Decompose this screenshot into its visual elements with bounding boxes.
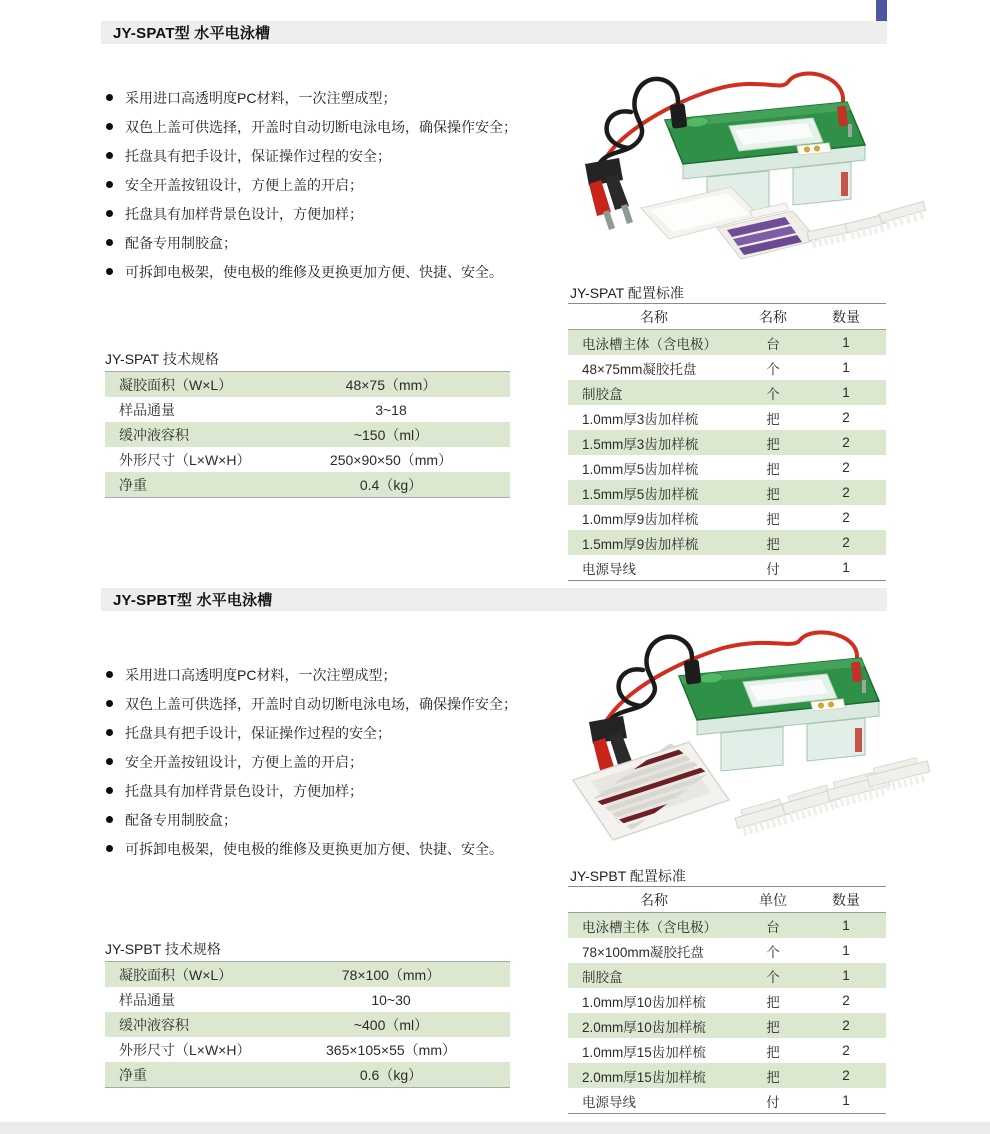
electrode-clips: [589, 716, 637, 788]
config-cell-unit: 把: [766, 994, 780, 1010]
config-row: [568, 1088, 886, 1113]
spec-value: 0.4（kg）: [359, 476, 423, 493]
section-header-spbt: [101, 588, 887, 611]
feature-item: [103, 718, 555, 747]
section-title: JY-SPAT型 水平电泳槽: [113, 25, 271, 42]
spec-label: 净重: [119, 476, 147, 493]
config-cell-name: 制胶盒: [582, 969, 623, 985]
spec-value: ~400（ml）: [353, 1016, 429, 1033]
bullet-icon: [106, 845, 113, 852]
config-cell-qty: 2: [842, 993, 850, 1008]
config-cell-name: 1.5mm厚9齿加样梳: [582, 536, 699, 552]
config-title-spbt: JY-SPBT 配置标准: [570, 868, 686, 884]
features-list-spbt: [103, 660, 555, 863]
config-cell-unit: 把: [766, 411, 780, 427]
power-cables: [597, 74, 843, 168]
config-cell-qty: 2: [842, 510, 850, 525]
config-cell-qty: 2: [842, 1043, 850, 1058]
config-cell-unit: 把: [766, 486, 780, 502]
feature-text: 安全开盖按钮设计，方便上盖的开启；: [125, 176, 363, 193]
config-cell-qty: 2: [842, 410, 850, 425]
bullet-icon: [106, 181, 113, 188]
specs-title-spbt: JY-SPBT 技术规格: [105, 941, 221, 957]
config-col-name: 名称: [640, 891, 668, 908]
feature-text: 双色上盖可供选择，开盖时自动切断电泳电场，确保操作安全；: [125, 695, 517, 712]
spec-label: 外形尺寸（L×W×H）: [119, 451, 251, 468]
config-cell-name: 电源导线: [582, 561, 636, 577]
config-table-spbt: [568, 886, 886, 1114]
spec-row: [105, 987, 510, 1012]
feature-text: 采用进口高透明度PC材料，一次注塑成型；: [125, 89, 397, 106]
config-cell-unit: 把: [766, 461, 780, 477]
config-table-spat: [568, 303, 886, 581]
electrode-clips: [585, 158, 633, 230]
config-col-unit: 名称: [759, 308, 787, 325]
config-row: [568, 505, 886, 530]
spec-value: 0.6（kg）: [359, 1066, 423, 1083]
feature-item: [103, 141, 555, 170]
feature-item: [103, 257, 555, 286]
spec-row: [105, 1062, 510, 1087]
config-cell-name: 78×100mm凝胶托盘: [582, 944, 704, 960]
feature-item: [103, 112, 555, 141]
specs-table-spat: [105, 371, 510, 498]
page-accent-bar: [876, 0, 887, 22]
spec-label: 外形尺寸（L×W×H）: [119, 1041, 251, 1058]
lid-window: [729, 118, 823, 151]
config-cell-name: 1.0mm厚15齿加样梳: [582, 1044, 706, 1060]
config-col-unit: 单位: [759, 891, 787, 908]
config-cell-qty: 1: [842, 385, 850, 400]
product-photo-spbt: [545, 628, 965, 858]
spec-row: [105, 372, 510, 397]
config-cell-qty: 1: [842, 1093, 850, 1108]
config-cell-qty: 1: [842, 360, 850, 375]
spec-label: 凝胶面积（W×L）: [119, 966, 233, 983]
config-cell-unit: 把: [766, 1019, 780, 1035]
feature-text: 托盘具有加样背景色设计，方便加样；: [125, 782, 363, 799]
config-row: [568, 330, 886, 355]
bullet-icon: [106, 268, 113, 275]
bullet-icon: [106, 787, 113, 794]
spec-value: 48×75（mm）: [345, 376, 437, 393]
bullet-icon: [106, 671, 113, 678]
config-cell-qty: 1: [842, 918, 850, 933]
sample-combs: [807, 201, 928, 248]
spec-row: [105, 397, 510, 422]
config-row: [568, 938, 886, 963]
config-row: [568, 355, 886, 380]
config-cell-name: 1.5mm厚5齿加样梳: [582, 486, 699, 502]
feature-item: [103, 747, 555, 776]
specs-table-spbt: [105, 961, 510, 1088]
spec-label: 样品通量: [119, 401, 175, 418]
bullet-icon: [106, 123, 113, 130]
spec-row: [105, 422, 510, 447]
config-cell-name: 1.5mm厚3齿加样梳: [582, 436, 699, 452]
config-cell-qty: 1: [842, 943, 850, 958]
spec-value: 365×105×55（mm）: [326, 1041, 456, 1058]
config-row: [568, 1038, 886, 1063]
config-cell-qty: 1: [842, 560, 850, 575]
config-cell-unit: 个: [766, 944, 780, 960]
config-cell-unit: 把: [766, 536, 780, 552]
bullet-icon: [106, 758, 113, 765]
config-cell-name: 电源导线: [582, 1094, 636, 1110]
config-row: [568, 1013, 886, 1038]
spec-label: 样品通量: [119, 991, 175, 1008]
config-row: [568, 380, 886, 405]
feature-text: 采用进口高透明度PC材料，一次注塑成型；: [125, 666, 397, 683]
feature-text: 托盘具有把手设计，保证操作过程的安全；: [125, 147, 391, 164]
spec-label: 缓冲液容积: [119, 1016, 189, 1033]
config-cell-name: 48×75mm凝胶托盘: [582, 361, 697, 377]
bullet-icon: [106, 152, 113, 159]
bullet-icon: [106, 729, 113, 736]
config-cell-unit: 把: [766, 1044, 780, 1060]
power-cables: [605, 632, 857, 726]
config-cell-qty: 2: [842, 485, 850, 500]
config-cell-unit: 个: [766, 969, 780, 985]
feature-item: [103, 805, 555, 834]
config-row: [568, 988, 886, 1013]
config-cell-name: 1.0mm厚5齿加样梳: [582, 461, 699, 477]
config-row: [568, 430, 886, 455]
config-cell-unit: 把: [766, 436, 780, 452]
spec-value: 250×90×50（mm）: [329, 451, 453, 468]
config-row: [568, 530, 886, 555]
config-row: [568, 963, 886, 988]
bullet-icon: [106, 700, 113, 707]
specs-title-spat: JY-SPAT 技术规格: [105, 351, 219, 367]
feature-text: 配备专用制胶盒；: [125, 811, 237, 828]
features-list-spat: [103, 83, 555, 286]
config-cell-unit: 台: [766, 919, 780, 935]
spec-row: [105, 447, 510, 472]
gel-casting-box: [717, 203, 817, 259]
config-row: [568, 1063, 886, 1088]
config-cell-qty: 2: [842, 535, 850, 550]
spec-value: 10~30: [371, 991, 411, 1008]
config-cell-name: 制胶盒: [582, 386, 623, 402]
config-cell-qty: 2: [842, 1018, 850, 1033]
config-cell-name: 1.0mm厚10齿加样梳: [582, 994, 706, 1010]
config-header-row: [568, 304, 886, 330]
config-cell-unit: 把: [766, 511, 780, 527]
feature-item: [103, 776, 555, 805]
config-cell-name: 1.0mm厚3齿加样梳: [582, 411, 699, 427]
bullet-icon: [106, 239, 113, 246]
config-cell-unit: 台: [766, 336, 780, 352]
config-row: [568, 405, 886, 430]
lid-window: [743, 674, 837, 707]
feature-text: 可拆卸电极架，使电极的维修及更换更加方便、快捷、安全。: [125, 263, 503, 280]
config-cell-qty: 2: [842, 435, 850, 450]
product-photo-spat: [545, 60, 965, 267]
config-cell-unit: 个: [766, 361, 780, 377]
electrophoresis-tank: [679, 658, 879, 771]
spec-value: 3~18: [375, 401, 407, 418]
spec-value: ~150（ml）: [353, 426, 429, 443]
spec-row: [105, 1012, 510, 1037]
feature-text: 托盘具有加样背景色设计，方便加样；: [125, 205, 363, 222]
config-row: [568, 455, 886, 480]
config-header-row: [568, 887, 886, 913]
section-header-spat: [101, 21, 887, 44]
config-col-name: 名称: [640, 308, 668, 325]
feature-item: [103, 170, 555, 199]
config-cell-qty: 2: [842, 1068, 850, 1083]
feature-text: 托盘具有把手设计，保证操作过程的安全；: [125, 724, 391, 741]
config-cell-unit: 付: [766, 561, 780, 577]
config-row: [568, 913, 886, 938]
gel-casting-box: [566, 720, 742, 843]
config-row: [568, 480, 886, 505]
config-cell-qty: 2: [842, 460, 850, 475]
bullet-icon: [106, 94, 113, 101]
electrophoresis-tank: [665, 102, 865, 215]
config-cell-name: 电泳槽主体（含电极）: [582, 919, 717, 935]
config-cell-name: 2.0mm厚15齿加样梳: [582, 1069, 706, 1085]
gel-tray: [641, 187, 759, 239]
spec-label: 凝胶面积（W×L）: [119, 376, 233, 393]
feature-text: 安全开盖按钮设计，方便上盖的开启；: [125, 753, 363, 770]
config-cell-unit: 付: [766, 1094, 780, 1110]
bullet-icon: [106, 816, 113, 823]
feature-text: 配备专用制胶盒；: [125, 234, 237, 251]
spec-row: [105, 962, 510, 987]
footer-band: [0, 1122, 990, 1134]
bullet-icon: [106, 210, 113, 217]
feature-text: 可拆卸电极架，使电极的维修及更换更加方便、快捷、安全。: [125, 840, 503, 857]
spec-label: 净重: [119, 1066, 147, 1083]
section-title: JY-SPBT型 水平电泳槽: [113, 592, 273, 609]
spec-row: [105, 1037, 510, 1062]
sample-combs: [733, 755, 932, 837]
feature-item: [103, 228, 555, 257]
config-cell-name: 1.0mm厚9齿加样梳: [582, 511, 699, 527]
config-cell-name: 2.0mm厚10齿加样梳: [582, 1019, 706, 1035]
spec-label: 缓冲液容积: [119, 426, 189, 443]
feature-item: [103, 83, 555, 112]
config-col-qty: 数量: [832, 308, 860, 325]
spec-row: [105, 472, 510, 497]
config-cell-unit: 个: [766, 386, 780, 402]
config-cell-qty: 1: [842, 968, 850, 983]
feature-item: [103, 689, 555, 718]
config-cell-unit: 把: [766, 1069, 780, 1085]
config-cell-name: 电泳槽主体（含电极）: [582, 336, 717, 352]
spec-value: 78×100（mm）: [341, 966, 441, 983]
feature-text: 双色上盖可供选择，开盖时自动切断电泳电场，确保操作安全；: [125, 118, 517, 135]
config-title-spat: JY-SPAT 配置标准: [570, 285, 684, 301]
config-cell-qty: 1: [842, 335, 850, 350]
feature-item: [103, 834, 555, 863]
config-col-qty: 数量: [832, 891, 860, 908]
config-row: [568, 555, 886, 580]
feature-item: [103, 660, 555, 689]
feature-item: [103, 199, 555, 228]
